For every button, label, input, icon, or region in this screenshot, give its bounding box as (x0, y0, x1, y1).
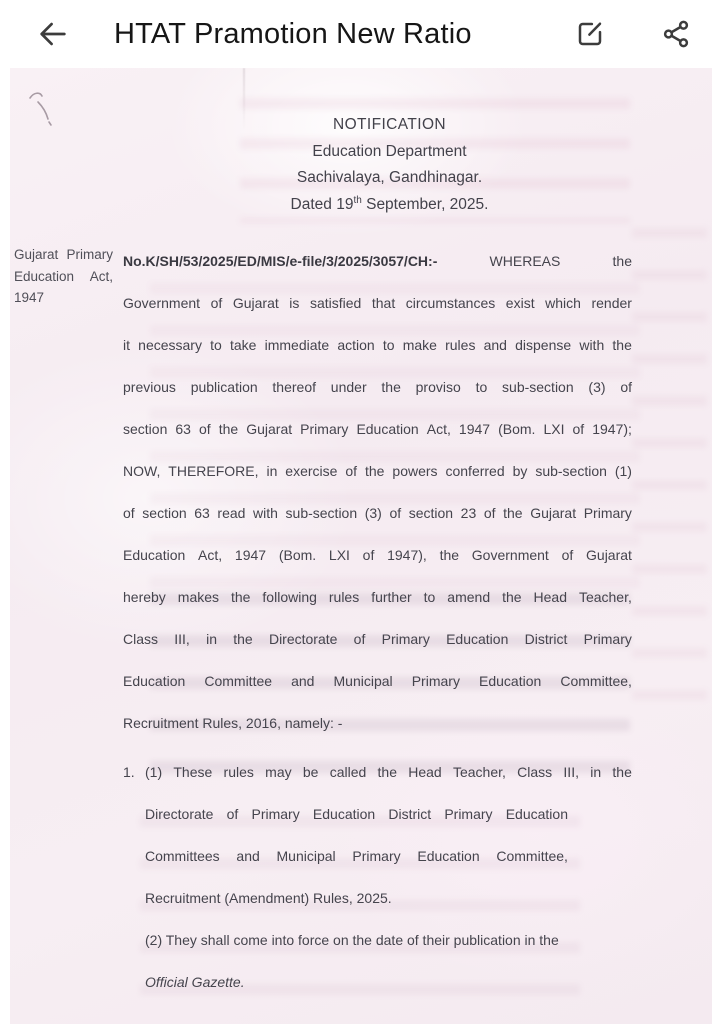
doc-line: of section 63 read with sub-section (3) of section 23 of the Gujarat Primary (123, 505, 632, 521)
back-arrow-icon[interactable] (36, 17, 70, 51)
doc-line: NOW, THEREFORE, in exercise of the powers conferred by sub-section (1) (123, 463, 632, 479)
doc-line: hereby makes the following rules further to amend the Head Teacher, (123, 589, 632, 605)
margin-note-line: 1947 (14, 290, 45, 305)
margin-note-line: Gujarat Primary (14, 247, 113, 262)
rule-number: 1. (123, 764, 135, 780)
margin-note (14, 244, 113, 309)
share-icon[interactable] (661, 19, 691, 49)
doc-line: Committees and Municipal Primary Education Committee, (145, 848, 568, 864)
bleed-through-artifact (632, 228, 707, 728)
doc-line: Recruitment Rules, 2016, namely: - (123, 715, 343, 731)
reference-number-line: No.K/SH/53/2025/ED/MIS/e-file/3/2025/3057/CH:- WHEREAS the (123, 240, 632, 282)
notification-body (123, 240, 632, 1003)
doc-line: it necessary to take immediate action to make rules and dispense with the (123, 337, 632, 353)
app-bar (0, 0, 721, 68)
reference-number: No.K/SH/53/2025/ED/MIS/e-file/3/2025/3057/CH:- (123, 253, 438, 269)
notification-header (135, 112, 644, 218)
pen-mark (24, 86, 58, 130)
doc-line: Recruitment (Amendment) Rules, 2025. (145, 890, 392, 906)
app-bar-actions (575, 19, 691, 49)
doc-line: Education Committee and Municipal Primary Education Committee, (123, 673, 632, 689)
doc-line: (2) They shall come into force on the date of their publication in the (145, 932, 559, 948)
doc-line: Education Act, 1947 (Bom. LXI of 1947), the Government of Gujarat (123, 547, 632, 563)
doc-line: (1) These rules may be called the Head Teacher, Class III, in the (145, 764, 632, 780)
doc-line: Class III, in the Directorate of Primary Education District Primary (123, 631, 632, 647)
department-line: Education Department (312, 142, 467, 160)
document-page[interactable] (10, 68, 712, 1024)
document-title: HTAT Pramotion New Ratio (114, 17, 472, 50)
rule-item-1 (123, 751, 632, 1003)
margin-note-line: Education Act, (14, 268, 113, 284)
place-line: Sachivalaya, Gandhinagar. (296, 169, 483, 186)
date-line: Dated 19th September, 2025. (290, 194, 489, 213)
doc-line: Government of Gujarat is satisfied that circumstances exist which render (123, 295, 632, 311)
date-ordinal-suffix: th (353, 194, 362, 206)
doc-line: previous publication thereof under the proviso to sub-section (3) of (123, 379, 632, 395)
rule-content (145, 751, 632, 1003)
edit-icon[interactable] (575, 19, 605, 49)
notification-heading: NOTIFICATION (332, 116, 446, 133)
doc-line: section 63 of the Gujarat Primary Education Act, 1947 (Bom. LXI of 1947); (123, 421, 632, 437)
official-gazette-line: Official Gazette. (145, 974, 245, 990)
doc-line: Directorate of Primary Education District Primary Education (145, 806, 568, 822)
